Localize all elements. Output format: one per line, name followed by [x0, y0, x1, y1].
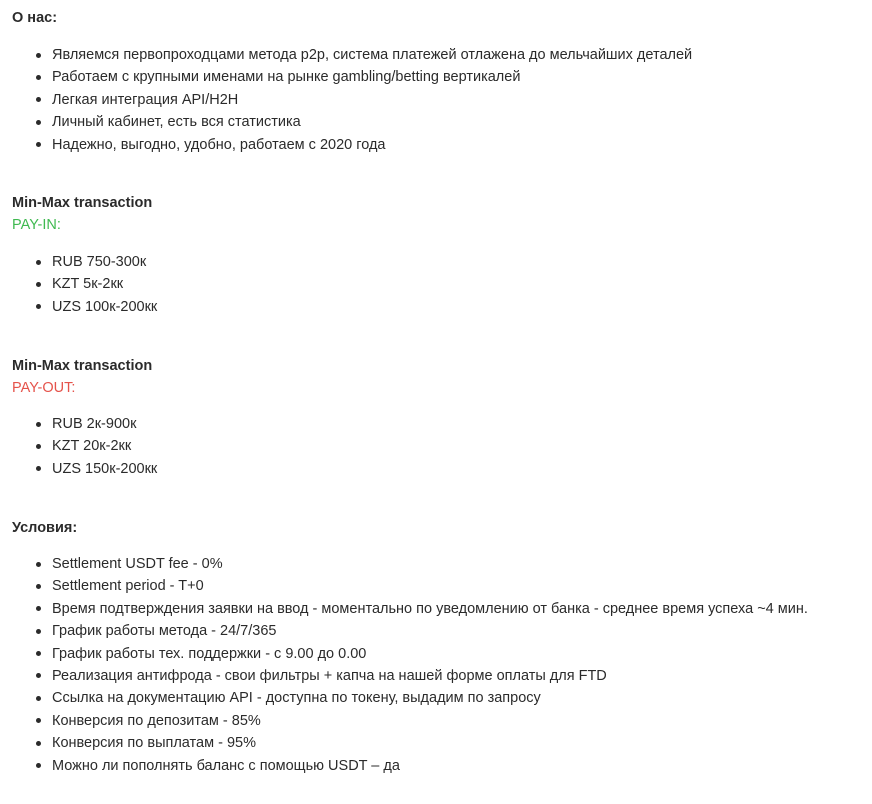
list-item: Ссылка на документацию API - доступна по токену, выдадим по запросу	[34, 687, 808, 709]
list-item: Работаем с крупными именами на рынке gambling/betting вертикалей	[34, 66, 692, 88]
list-item: Settlement USDT fee - 0%	[34, 553, 808, 575]
payout-list	[34, 413, 157, 480]
about-title: О нас:	[12, 10, 58, 26]
payin-list	[34, 251, 157, 318]
payout-label: PAY-OUT:	[12, 380, 76, 396]
list-item: RUB 2к-900к	[34, 413, 157, 435]
list-item: Реализация антифрода - свои фильтры + капча на нашей форме оплаты для FTD	[34, 665, 808, 687]
list-item: График работы метода - 24/7/365	[34, 620, 808, 642]
list-item: KZT 5к-2кк	[34, 273, 157, 295]
about-list	[34, 44, 692, 156]
terms-list	[34, 553, 808, 777]
list-item: Можно ли пополнять баланс с помощью USDT – да	[34, 755, 808, 777]
list-item: Личный кабинет, есть вся статистика	[34, 111, 692, 133]
list-item: UZS 150к-200кк	[34, 458, 157, 480]
payin-title: Min-Max transaction	[12, 195, 153, 211]
list-item: Надежно, выгодно, удобно, работаем с 2020 года	[34, 134, 692, 156]
list-item: Конверсия по депозитам - 85%	[34, 710, 808, 732]
list-item: Легкая интеграция API/H2H	[34, 89, 692, 111]
list-item: RUB 750-300к	[34, 251, 157, 273]
list-item: Конверсия по выплатам - 95%	[34, 732, 808, 754]
list-item: Settlement period - T+0	[34, 575, 808, 597]
list-item: UZS 100к-200кк	[34, 296, 157, 318]
terms-title: Условия:	[12, 520, 78, 536]
list-item: График работы тех. поддержки - с 9.00 до 0.00	[34, 643, 808, 665]
list-item: Время подтверждения заявки на ввод - моментально по уведомлению от банка - среднее время успеха ~4 мин.	[34, 598, 808, 620]
list-item: Являемся первопроходцами метода p2p, система платежей отлажена до мельчайших деталей	[34, 44, 692, 66]
payout-title: Min-Max transaction	[12, 358, 153, 374]
list-item: KZT 20к-2кк	[34, 435, 157, 457]
payin-label: PAY-IN:	[12, 217, 61, 233]
